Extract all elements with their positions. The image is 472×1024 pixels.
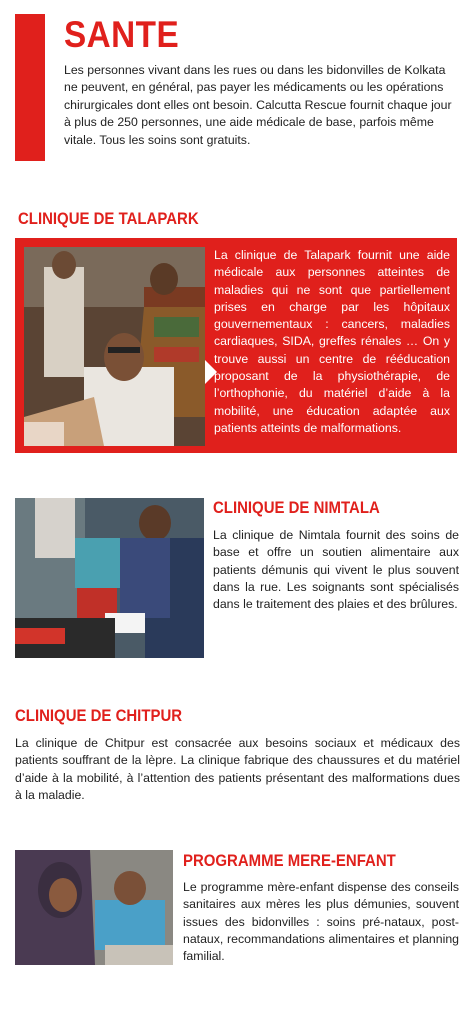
mere-enfant-photo [15,850,173,965]
chitpur-heading: CLINIQUE DE CHITPUR [15,706,183,725]
nimtala-text: La clinique de Nimtala fournit des soins de base et offre un soutien alimentaire aux patients démunis qui vivent le plus souvent dans la rue. Les soignants sont spécialisés dans le traitement des plaies et des brûlures. [213,528,459,612]
mere-enfant-text: Le programme mère-enfant dispense des conseils sanitaires aux mères les plus démunies, souvent issues des bidonvilles : soins pré-nataux, post-nataux, recommandations alimentaires et planning familial. [183,880,459,964]
intro-paragraph: Les personnes vivant dans les rues ou dans les bidonvilles de Kolkata ne peuvent, en général, pas payer les médicaments ou les opérations chirurgicales dont elles ont besoin. Calcutta Rescue fournit chaque jour à plus de 250 personnes, une aide médicale de base, parfois même vitale. Tous les soins sont gratuits. [64,63,452,147]
nimtala-heading: CLINIQUE DE NIMTALA [213,498,380,517]
header-red-bar [15,14,45,161]
talapark-heading: CLINIQUE DE TALAPARK [18,209,199,228]
chitpur-text: La clinique de Chitpur est consacrée aux besoins sociaux et médicaux des patients souffrant de la lèpre. La clinique fabrique des chaussures et du matériel d’aide à la mobilité, à l’attention des patients présentant des malformations dues à la maladie. [15,736,460,803]
talapark-photo [24,247,205,446]
talapark-text: La clinique de Talapark fournit une aide médicale aux personnes atteintes de maladies qui ne sont que partiellement prises en charge par les hôpitaux gouvernementaux : cancers, maladies cardiaques, SIDA, greffes rénales … On y trouve aussi un centre de rééducation proposant de la physiothérapie, de l’orthophonie, du matériel d’aide à la mobilité, une éducation adaptée aux patients atteints de malformations. [214,248,450,435]
nimtala-photo [15,498,204,658]
page-title: SANTE [64,14,180,55]
mere-enfant-heading: PROGRAMME MERE-ENFANT [183,851,396,870]
